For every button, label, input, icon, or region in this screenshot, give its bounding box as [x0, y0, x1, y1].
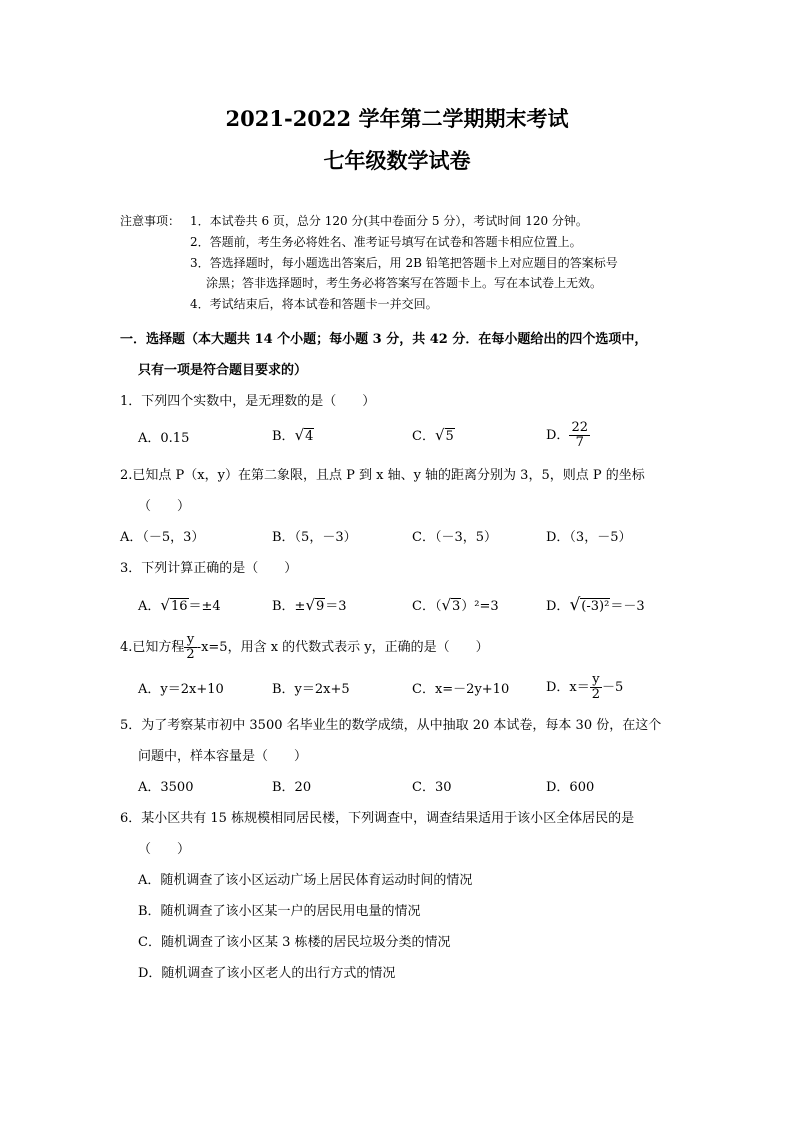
- question-1-option-b: B．√4: [272, 426, 314, 444]
- question-3-stem: 3．下列计算正确的是（ ）: [120, 561, 298, 576]
- note-item-4: 4．考试结束后，将本试卷和答题卡一并交回。: [190, 297, 438, 311]
- question-2-option-b: B．（5，－3）: [272, 530, 357, 545]
- question-6-stem-cont: （ ）: [138, 842, 191, 857]
- question-4-option-d: D．x＝ $\frac{y}{2}$ －5: [546, 672, 624, 702]
- question-1-option-a: A．0.15: [138, 431, 190, 446]
- question-4-stem: 4.已知方程 $\frac{y}{2}$ -x=5，用含 x 的代数式表示 y，正确的是（ ）: [120, 632, 489, 662]
- notes-label: 注意事项：: [120, 214, 181, 228]
- question-2-stem: 2.已知点 P（x，y）在第二象限，且点 P 到 x 轴、y 轴的距离分别为 3，5，则点 P 的坐标: [120, 468, 645, 483]
- question-5-stem: 5．为了考察某市初中 3500 名毕业生的数学成绩，从中抽取 20 本试卷，每本 30 份，在这个: [120, 718, 662, 733]
- question-5-option-a: A．3500: [138, 780, 194, 795]
- question-5-option-d: D．600: [546, 780, 595, 795]
- question-3-option-c: C．（√3）²=3: [412, 596, 499, 614]
- question-6-option-b: B．随机调查了该小区某一户的居民用电量的情况: [138, 904, 421, 919]
- exam-subtitle: 七年级数学试卷: [323, 148, 471, 173]
- question-4-option-c: C．x=－2y+10: [412, 682, 510, 697]
- question-6-stem: 6．某小区共有 15 栋规模相同居民楼，下列调查中，调查结果适用于该小区全体居民的是: [120, 811, 635, 826]
- question-3-option-b: B．±√9＝3: [272, 596, 347, 614]
- question-6-option-d: D．随机调查了该小区老人的出行方式的情况: [138, 966, 396, 981]
- exam-title: 2021-2022 学年第二学期期末考试: [225, 106, 569, 131]
- question-1-option-c: C．√5: [412, 426, 454, 444]
- question-1-option-d: D． $\frac{22}{7}$: [546, 420, 588, 450]
- question-1-stem: 1．下列四个实数中，是无理数的是（ ）: [120, 394, 376, 409]
- question-5-stem-cont: 问题中，样本容量是（ ）: [138, 749, 308, 764]
- question-3-option-a: A．√16＝±4: [138, 596, 221, 614]
- section-heading-cont: 只有一项是符合题目要求的）: [138, 363, 308, 378]
- question-4-option-b: B．y＝2x+5: [272, 682, 350, 697]
- note-item-3-cont: 涂黑；答非选择题时，考生务必将答案写在答题卡上。写在本试卷上无效。: [206, 276, 603, 290]
- question-6-option-c: C．随机调查了该小区某 3 栋楼的居民垃圾分类的情况: [138, 935, 451, 950]
- question-3-option-d: D．√(-3)²＝－3: [546, 595, 645, 615]
- question-2-option-c: C．（－3，5）: [412, 530, 497, 545]
- note-item-3: 3．答选择题时，每小题选出答案后，用 2B 铅笔把答题卡上对应题目的答案标号: [190, 256, 618, 270]
- question-2-option-d: D．（3，－5）: [546, 530, 632, 545]
- question-4-option-a: A．y＝2x+10: [138, 682, 224, 697]
- question-6-option-a: A．随机调查了该小区运动广场上居民体育运动时间的情况: [138, 873, 473, 888]
- note-item-1: 1．本试卷共 6 页，总分 120 分(其中卷面分 5 分），考试时间 120 分钟。: [190, 214, 588, 228]
- question-5-option-c: C．30: [412, 780, 452, 795]
- question-2-option-a: A．（－5，3）: [120, 530, 205, 545]
- question-5-option-b: B．20: [272, 780, 312, 795]
- question-2-stem-cont: （ ）: [138, 499, 191, 514]
- section-heading: 一．选择题（本大题共 14 个小题；每小题 3 分，共 42 分．在每小题给出的四个选项中，: [120, 332, 648, 347]
- note-item-2: 2．答题前，考生务必将姓名、准考证号填写在试卷和答题卡相应位置上。: [190, 235, 582, 249]
